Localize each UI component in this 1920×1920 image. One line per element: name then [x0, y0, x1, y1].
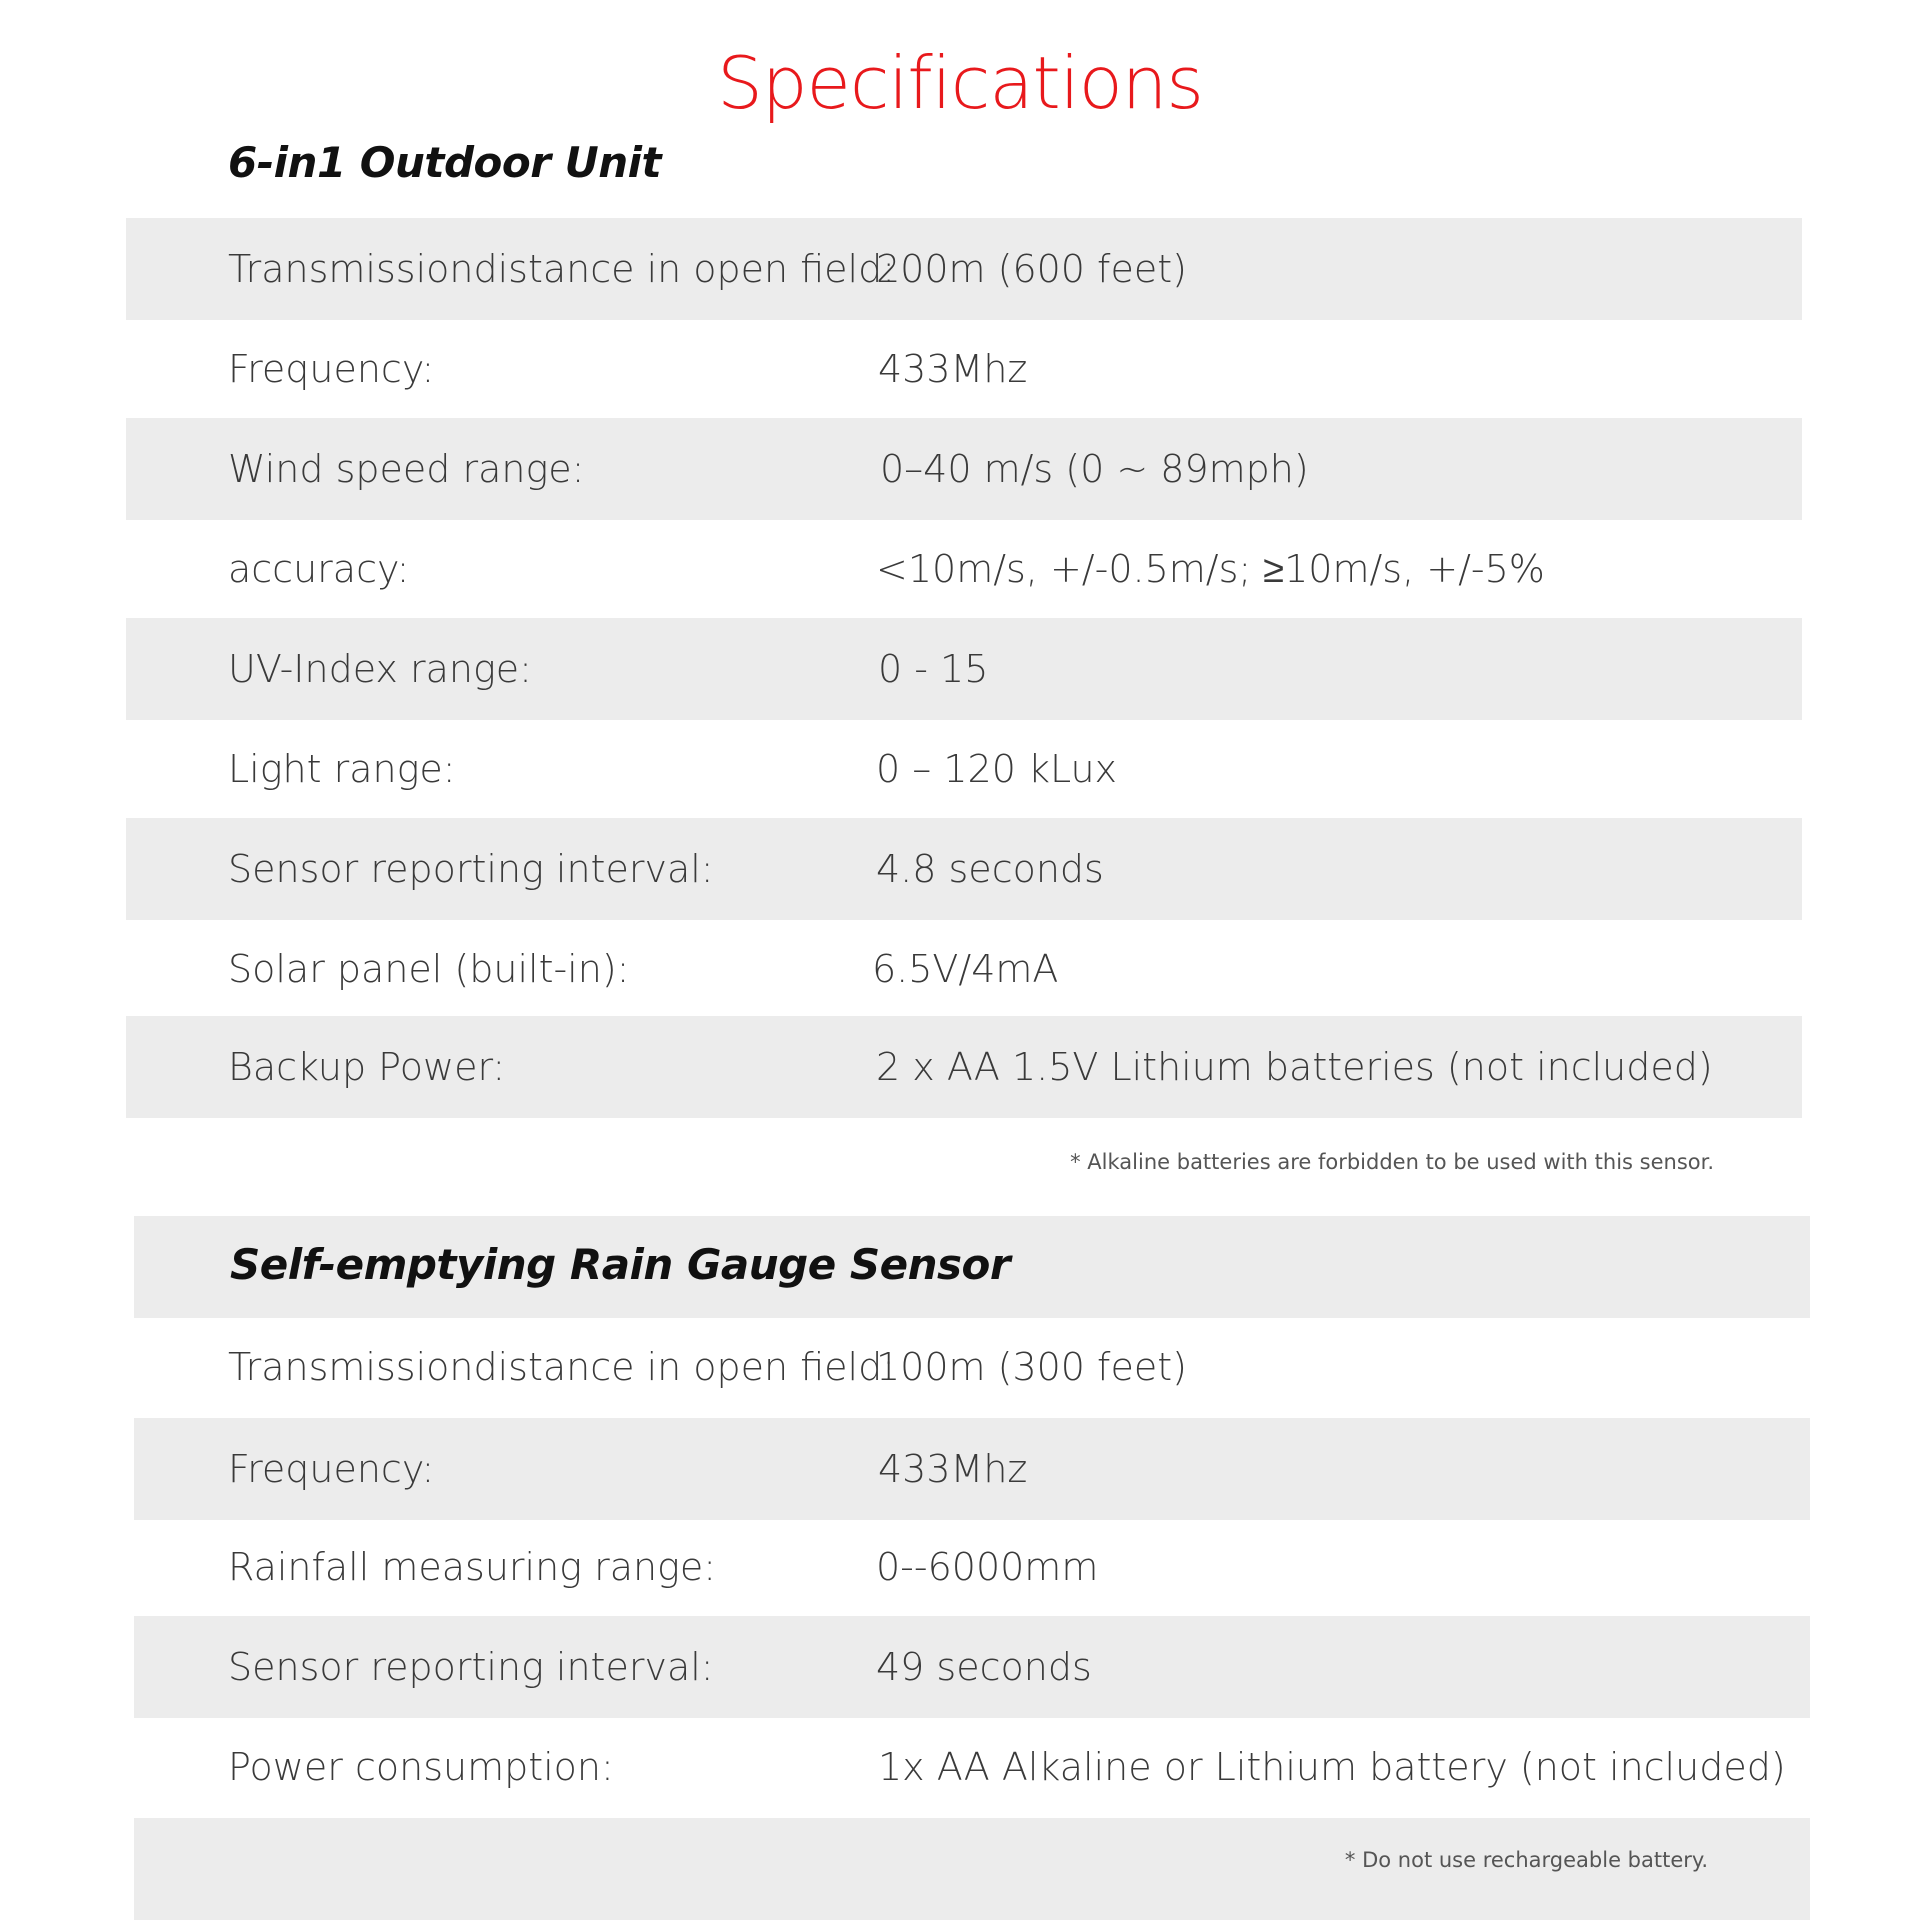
spec-value: 0--6000mm — [876, 1545, 1099, 1589]
spec-row-accuracy — [126, 518, 1802, 620]
spec-row-light-range — [126, 718, 1802, 820]
spec-label: UV-Index range: — [228, 647, 532, 691]
spec-row-solar-panel — [126, 918, 1802, 1020]
spec-label: Wind speed range: — [228, 447, 585, 491]
spec-label: Frequency: — [228, 347, 435, 391]
spec-value: 433Mhz — [878, 347, 1028, 391]
outdoor-unit-heading: 6-in1 Outdoor Unit — [228, 138, 662, 187]
spec-label: Solar panel (built-in): — [228, 947, 630, 991]
spec-label: accuracy: — [228, 547, 410, 591]
spec-label: Transmissiondistance in open field: — [228, 1345, 896, 1389]
spec-value: 433Mhz — [878, 1447, 1028, 1491]
rain-gauge-heading: Self-emptying Rain Gauge Sensor — [230, 1240, 1011, 1289]
spec-row-reporting-interval — [126, 818, 1802, 920]
spec-value: 4.8 seconds — [876, 847, 1104, 891]
spec-row-wind-speed — [126, 418, 1802, 520]
spec-value: 49 seconds — [876, 1645, 1092, 1689]
spec-row-transmission — [126, 218, 1802, 320]
spec-label: Light range: — [228, 747, 456, 791]
spec-label: Sensor reporting interval: — [228, 847, 714, 891]
rain-row-reporting-interval — [134, 1616, 1810, 1718]
rain-note-row — [134, 1818, 1810, 1920]
spec-label: Rainfall measuring range: — [228, 1545, 717, 1589]
spec-row-backup-power — [126, 1016, 1802, 1118]
spec-value: 0 - 15 — [878, 647, 989, 691]
rain-row-transmission — [126, 1316, 1802, 1418]
spec-value: 1x AA Alkaline or Lithium battery (not included) — [878, 1745, 1786, 1789]
spec-label: Sensor reporting interval: — [228, 1645, 714, 1689]
spec-value: 6.5V/4mA — [872, 947, 1059, 991]
rain-row-power-consumption — [126, 1716, 1802, 1818]
page-title: Specifications — [717, 41, 1203, 125]
spec-label: Power consumption: — [228, 1745, 614, 1789]
spec-row-frequency — [126, 318, 1802, 420]
rain-row-rainfall-range — [126, 1516, 1802, 1618]
rain-gauge-heading-row — [134, 1216, 1810, 1318]
rechargeable-warning-note: * Do not use rechargeable battery. — [1344, 1848, 1708, 1872]
spec-label: Frequency: — [228, 1447, 435, 1491]
spec-value: 2 x AA 1.5V Lithium batteries (not included) — [876, 1045, 1713, 1089]
spec-value: 100m (300 feet) — [876, 1345, 1187, 1389]
rain-row-frequency — [134, 1418, 1810, 1520]
spec-label: Backup Power: — [228, 1045, 506, 1089]
spec-row-uv-index — [126, 618, 1802, 720]
spec-value: 0–40 m/s (0 ~ 89mph) — [880, 447, 1309, 491]
spec-value: 200m (600 feet) — [876, 247, 1187, 291]
spec-value: 0 – 120 kLux — [876, 747, 1118, 791]
spec-label: Transmissiondistance in open field: — [228, 247, 896, 291]
spec-value: <10m/s, +/-0.5m/s; ≥10m/s, +/-5% — [876, 547, 1545, 591]
alkaline-warning-note: * Alkaline batteries are forbidden to be used with this sensor. — [1070, 1150, 1714, 1174]
